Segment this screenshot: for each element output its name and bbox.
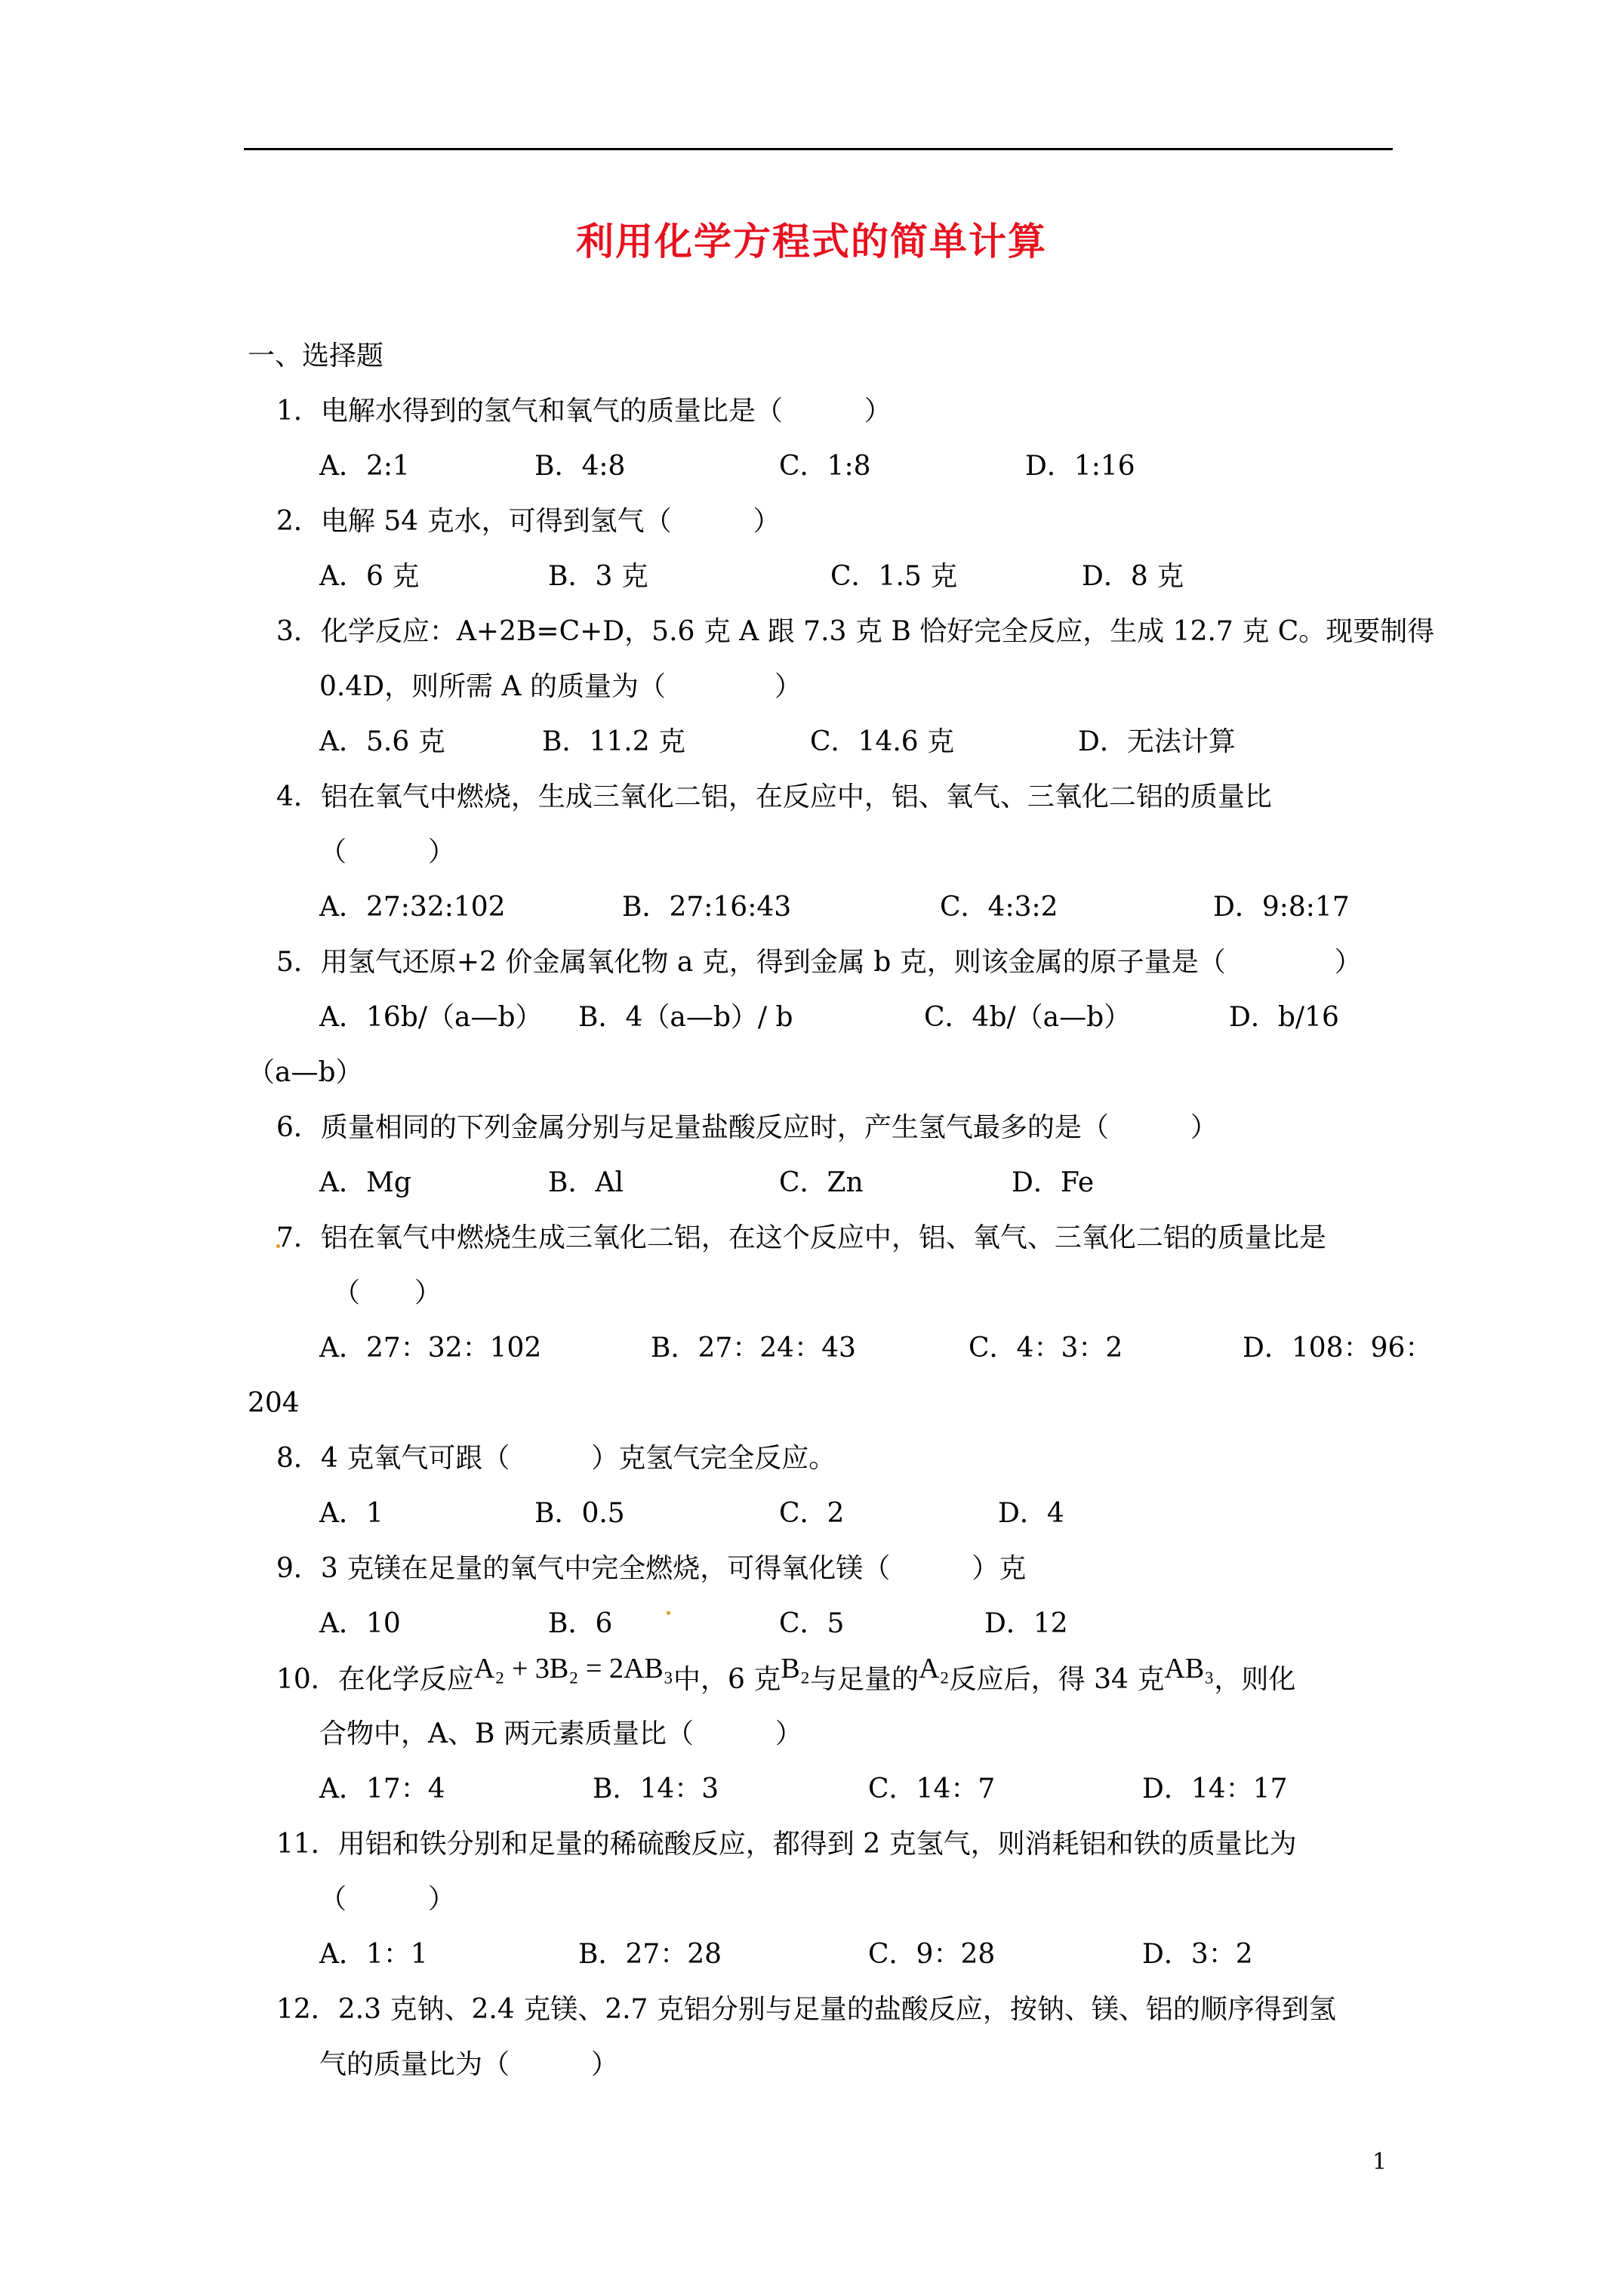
q3-option-d: D．无法计算 — [1078, 726, 1236, 757]
page-title: 利用化学方程式的简单计算 — [576, 220, 1047, 264]
question-1: 1．电解水得到的氢气和氧气的质量比是（ ） — [276, 396, 892, 427]
header-rule — [244, 148, 1393, 150]
q11-option-d: D．3：2 — [1142, 1939, 1253, 1970]
q1-option-c: C．1:8 — [779, 451, 871, 482]
q11-option-b: B．27：28 — [578, 1939, 722, 1970]
question-10-line-2: 合物中，A、B 两元素质量比（ ） — [319, 1718, 802, 1749]
q1-option-d: D．1:16 — [1025, 451, 1135, 482]
q6-option-c: C．Zn — [779, 1167, 864, 1198]
question-6: 6．质量相同的下列金属分别与足量盐酸反应时，产生氢气最多的是（ ） — [276, 1112, 1218, 1143]
q10-equation: A₂ + 3B₂ = 2AB₃ — [473, 1653, 673, 1684]
q10-b2-formula: B₂ — [781, 1653, 810, 1684]
q2-option-c: C．1.5 克 — [830, 561, 958, 592]
page-number: 1 — [1372, 2149, 1387, 2175]
q8-option-b: B．0.5 — [534, 1498, 625, 1529]
question-11-line-2: （ ） — [319, 1884, 456, 1915]
question-12-line-2: 气的质量比为（ ） — [319, 2049, 619, 2080]
q9-option-b: B．6 — [548, 1608, 613, 1639]
q11-option-a: A．1：1 — [319, 1939, 428, 1970]
section-heading: 一、选择题 — [248, 341, 384, 371]
q3-option-c: C．14.6 克 — [810, 726, 955, 757]
q7-option-c: C．4：3：2 — [969, 1333, 1123, 1364]
q10-option-b: B．14：3 — [593, 1774, 719, 1804]
q1-option-a: A．2:1 — [319, 451, 410, 482]
question-2: 2．电解 54 克水，可得到氢气（ ） — [276, 506, 781, 537]
q8-option-a: A．1 — [319, 1498, 383, 1529]
q10-text-3: 与足量的 — [809, 1664, 919, 1695]
q5-option-a: A．16b/（a—b） — [319, 1002, 543, 1033]
question-5: 5．用氢气还原+2 价金属氧化物 a 克，得到金属 b 克，则该金属的原子量是（ ） — [276, 947, 1362, 978]
q1-option-b: B．4:8 — [534, 451, 626, 482]
q8-option-d: D．4 — [998, 1498, 1064, 1529]
q10-option-c: C．14：7 — [868, 1774, 996, 1804]
q10-text-4: 反应后，得 34 克 — [949, 1664, 1165, 1695]
q8-option-c: C．2 — [779, 1498, 845, 1529]
q7-option-a: A．27：32：102 — [319, 1333, 542, 1364]
q10-option-a: A．17：4 — [319, 1774, 445, 1804]
q10-text-5: ，则化 — [1214, 1664, 1296, 1695]
question-4-line-1: 4．铝在氧气中燃烧，生成三氧化二铝，在反应中，铝、氧气、三氧化二铝的质量比 — [276, 781, 1272, 812]
q2-option-b: B．3 克 — [548, 561, 648, 592]
q9-option-d: D．12 — [984, 1608, 1068, 1639]
question-11-line-1: 11．用铝和铁分别和足量的稀硫酸反应，都得到 2 克氢气，则消耗铝和铁的质量比为 — [276, 1829, 1297, 1860]
q3-option-a: A．5.6 克 — [319, 726, 445, 757]
q5-option-d: D．b/16 — [1229, 1002, 1339, 1033]
q4-option-a: A．27:32:102 — [319, 892, 506, 923]
question-7-line-1: 7．铝在氧气中燃烧生成三氧化二铝，在这个反应中，铝、氧气、三氧化二铝的质量比是 — [276, 1222, 1326, 1253]
question-9: 9．3 克镁在足量的氧气中完全燃烧，可得氧化镁（ ）克 — [276, 1553, 1027, 1584]
question-3-line-1: 3．化学反应：A+2B=C+D，5.6 克 A 跟 7.3 克 B 恰好完全反应，生成 12.7 克 C。现要制得 — [276, 616, 1435, 647]
question-12-line-1: 12．2.3 克钠、2.4 克镁、2.7 克铝分别与足量的盐酸反应，按钠、镁、铝的顺序得到氢 — [276, 1994, 1336, 2025]
question-10-line-1 — [276, 1653, 1296, 1697]
q5-option-c: C．4b/（a—b） — [924, 1002, 1132, 1033]
q9-option-c: C．5 — [779, 1608, 845, 1639]
q11-option-c: C．9：28 — [868, 1939, 996, 1970]
q6-option-a: A．Mg — [319, 1167, 411, 1198]
question-7-line-2: （ ） — [333, 1277, 442, 1308]
q7-option-d: D．108：96： — [1243, 1333, 1433, 1364]
q4-option-c: C．4:3:2 — [940, 892, 1058, 923]
question-3-line-2: 0.4D，则所需 A 的质量为（ ） — [319, 671, 802, 702]
q6-option-d: D．Fe — [1012, 1167, 1095, 1198]
stray-mark — [667, 1611, 670, 1615]
q10-a2-formula: A₂ — [918, 1653, 950, 1684]
q9-option-a: A．10 — [319, 1608, 401, 1639]
q2-option-d: D．8 克 — [1082, 561, 1184, 592]
q4-option-b: B．27:16:43 — [622, 892, 792, 923]
q10-ab3-formula: AB₃ — [1164, 1653, 1215, 1684]
q2-option-a: A．6 克 — [319, 561, 420, 592]
q7-option-d-continued: 204 — [248, 1388, 300, 1419]
q4-option-d: D．9:8:17 — [1213, 892, 1350, 923]
question-4-line-2: （ ） — [319, 837, 456, 868]
q6-option-b: B．Al — [548, 1167, 624, 1198]
question-8: 8．4 克氧气可跟（ ）克氢气完全反应。 — [276, 1443, 836, 1474]
q5-option-b: B．4（a—b）/ b — [578, 1002, 793, 1033]
q10-option-d: D．14：17 — [1142, 1774, 1288, 1804]
q7-option-b: B．27：24：43 — [651, 1333, 856, 1364]
q10-text-2: 中，6 克 — [673, 1664, 781, 1695]
q10-text-1: 10．在化学反应 — [276, 1664, 474, 1695]
q5-option-d-continued: （a—b） — [248, 1057, 363, 1088]
q3-option-b: B．11.2 克 — [542, 726, 686, 757]
